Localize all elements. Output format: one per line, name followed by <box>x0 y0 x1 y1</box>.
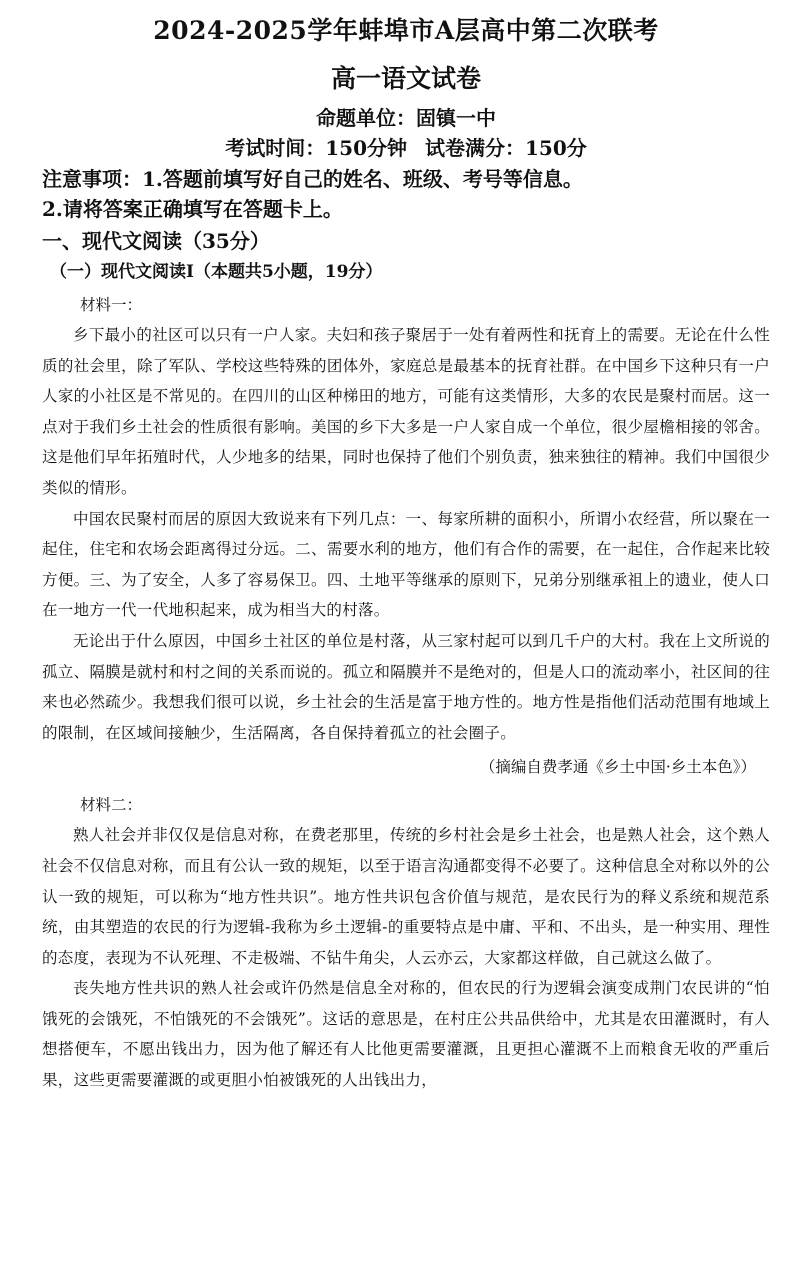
material-2-label: 材料二： <box>80 796 143 815</box>
material-1-paragraph-2: 中国农民聚村而居的原因大致说来有下列几点：一、每家所耕的面积小，所谓小农经营，所以聚在一起住，住宅和农场会距离得过分远。二、需要水利的地方，他们有合作的需要，在一起住，合作起来比较方便。三、为了安全，人多了容易保卫。四、土地平等继承的原则下，兄弟分别继承祖上的遗业，使人口在一地方一代一代地积起来，成为相当大的村落。 <box>42 509 770 620</box>
exam-title: 2024-2025学年蚌埠市A层高中第二次联考 <box>153 16 659 45</box>
setting-unit: 命题单位：固镇一中 <box>316 106 496 130</box>
material-1-paragraph-1: 乡下最小的社区可以只有一户人家。夫妇和孩子聚居于一处有着两性和抚育上的需要。无论在什么性质的社会里，除了军队、学校这些特殊的团体外，家庭总是最基本的抚育社群。在中国乡下这种只有一户人家的小社区是不常见的。在四川的山区种梯田的地方，可能有这类情形，大多的农民是聚村而居。这一点对于我们乡土社会的性质很有影响。美国的乡下大多是一户人家自成一个单位，很少屋檐相接的邻舍。这是他们早年拓殖时代，人少地多的结果，同时也保持了他们个别负责，独来独往的精神。我们中国很少类似的情形。 <box>42 326 770 497</box>
subsection-title: （一）现代文阅读Ⅰ（本题共5小题，19分） <box>50 262 383 282</box>
notice-line-2: 2.请将答案正确填写在答题卡上。 <box>42 197 343 221</box>
full-score: 试卷满分：150分 <box>425 136 587 160</box>
material-2-paragraph-1: 熟人社会并非仅仅是信息对称，在费老那里，传统的乡村社会是乡土社会，也是熟人社会，这个熟人社会不仅信息对称，而且有公认一致的规矩，以至于语言沟通都变得不必要了。这种信息全对称以外的公认一致的规矩，可以称为“地方性共识”。地方性共识包含价值与规范，是农民行为的释义系统和规范系统，由其塑造的农民的行为逻辑-我称为乡土逻辑-的重要特点是中庸、平和、不出头，是一种实用、理性的态度，表现为不认死理、不走极端、不钻牛角尖，人云亦云，大家都这样做，自己就这么做了。 <box>42 826 770 967</box>
exam-subtitle: 高一语文试卷 <box>330 64 481 93</box>
material-1-paragraph-3: 无论出于什么原因，中国乡土社区的单位是村落，从三家村起可以到几千户的大村。我在上文所说的孤立、隔膜是就村和村之间的关系而说的。孤立和隔膜并不是绝对的，但是人口的流动率小，社区间的往来也必然疏少。我想我们很可以说，乡土社会的生活是富于地方性的。地方性是指他们活动范围有地域上的限制，在区域间接触少，生活隔离，各自保持着孤立的社会圈子。 <box>42 631 770 742</box>
material-1-source: （摘编自费孝通《乡土中国·乡土本色》） <box>479 758 756 777</box>
exam-info <box>42 134 770 162</box>
exam-time: 考试时间：150分钟 <box>225 136 407 160</box>
notice-line-1: 注意事项：1.答题前填写好自己的姓名、班级、考号等信息。 <box>42 167 583 191</box>
section-title: 一、现代文阅读（35分） <box>42 229 270 253</box>
material-1-label: 材料一： <box>80 296 143 314</box>
material-2-paragraph-2: 丧失地方性共识的熟人社会或许仍然是信息全对称的，但农民的行为逻辑会演变成荆门农民讲的“怕饿死的会饿死，不怕饿死的不会饿死”。这话的意思是，在村庄公共品供给中，尤其是农田灌溉时，有人想搭便车，不愿出钱出力，因为他了解还有人比他更需要灌溉，且更担心灌溉不上而粮食无收的严重后果，这些更需要灌溉的或更胆小怕被饿死的人出钱出力， <box>42 979 770 1090</box>
